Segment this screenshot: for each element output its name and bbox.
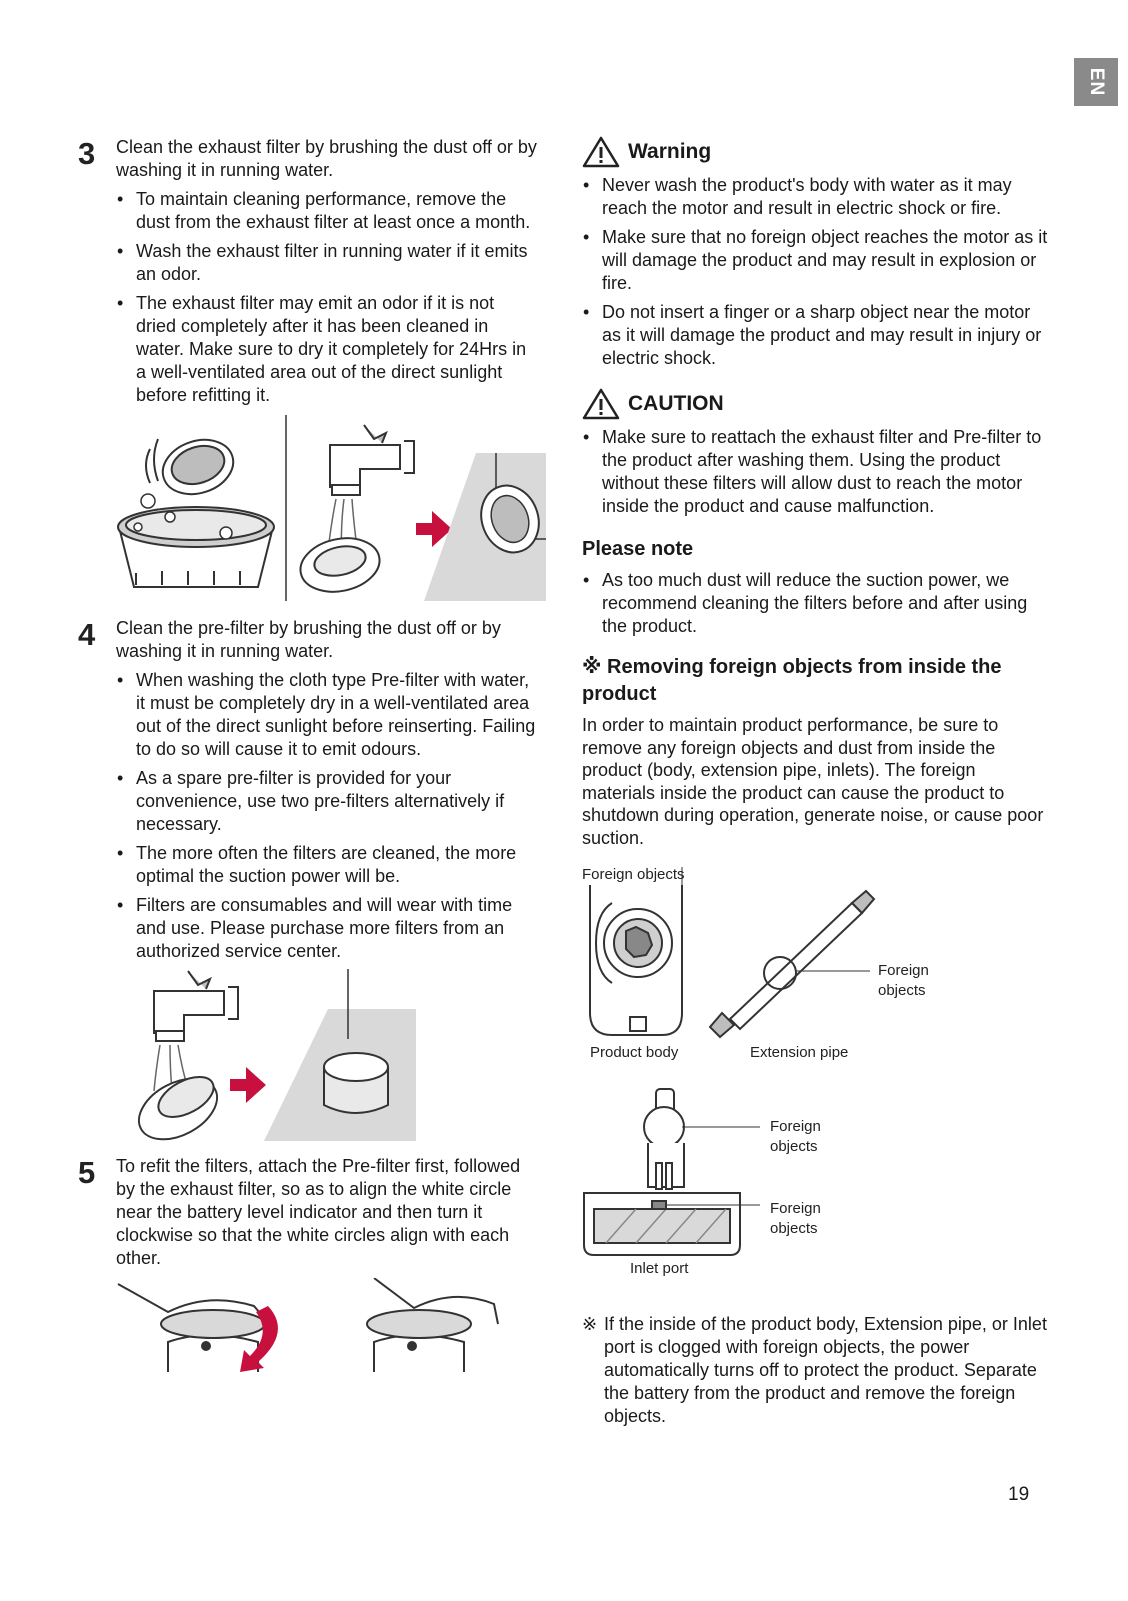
step-number: 5 [78,1155,96,1190]
label-foreign-inlet-line2: objects [770,1138,818,1155]
foreign-objects-diagram [582,863,1052,1293]
footnote-text: If the inside of the product body, Extension pipe, or Inlet port is clogged with foreign objects, the power automatically turns off to protect the product. Separate the battery from the product and remove the foreign objects. [604,1314,1047,1426]
inlet-port-icon [584,1089,740,1255]
exhaust-filter-icon [146,431,240,503]
step-text: Clean the pre-filter by brushing the dust off or by washing it in running water. [116,618,501,661]
hand-holding-filter-icon [367,1278,498,1372]
please-note-list [582,569,1052,638]
step-3 [78,136,538,407]
removing-foreign-objects-title: ※ Removing foreign objects from inside the product [582,656,1002,705]
step-number: 4 [78,617,96,652]
step-text: To refit the filters, attach the Pre-filter first, followed by the exhaust filter, so as to align the white circle near the battery level indicator and then turn it clockwise so that the white circles align with each other. [116,1156,521,1268]
pre-filter-washing-illustration [78,969,548,1145]
step-bullets [116,669,538,963]
label-foreign-pipe-line2: objects [878,982,926,999]
page-number: 19 [1008,1484,1030,1505]
bullet-item: • When washing the cloth type Pre-filter with water, it must be completely dry in a well-ventilated area out of the direct sunlight before reinserting. Failing to do so will cause it to emit odours. [136,669,538,761]
caution-item: • Make sure to reattach the exhaust filter and Pre-filter to the product after washing them. Using the product without these filters will allow dust to reach the motor inside the product and cause malfunction. [602,426,1052,518]
step-bullets [116,188,538,407]
left-column [78,136,538,1378]
exhaust-filter-cleaning-illustration [78,415,548,605]
step-number: 3 [78,136,96,171]
warning-heading [582,136,1052,168]
label-extension-pipe: Extension pipe [750,1044,849,1061]
please-note-item: • As too much dust will reduce the suction power, we recommend cleaning the filters before and after using the product. [602,569,1052,638]
language-tab-label: EN [1086,67,1107,97]
label-foreign-nozzle-line2: objects [770,1220,818,1237]
warning-item: • Make sure that no foreign object reaches the motor as it will damage the product and may result in explosion or fire. [602,226,1052,295]
pre-filter-installed-panel [264,969,416,1141]
label-foreign-nozzle-line1: Foreign [770,1200,821,1217]
footnote [582,1313,1052,1428]
caution-triangle-icon [582,388,620,420]
faucet-icon [154,971,238,1041]
step-5 [78,1155,538,1270]
warning-item: • Never wash the product's body with water as it may reach the motor and result in electric shock or fire. [602,174,1052,220]
footnote-mark: ※ [582,1314,598,1334]
bullet-item: • Filters are consumables and will wear with time and use. Please purchase more filters from an authorized service center. [136,894,538,963]
bullet-item: • The more often the filters are cleaned, the more optimal the suction power will be. [136,842,538,888]
pre-filter-icon [129,1066,228,1145]
warning-triangle-icon [582,136,620,168]
please-note-title: Please note [582,538,694,560]
caution-heading [582,388,1052,420]
label-foreign-objects-top: Foreign objects [582,866,685,883]
filter-ring-icon [295,531,384,598]
refit-filters-illustration [78,1278,548,1378]
removing-foreign-objects-text: In order to maintain product performance, be sure to remove any foreign objects and dust from inside the product (body, extension pipe, inlets). The foreign materials inside the product can cause the product to shutdown during operation, generate noise, or cause poor suction. [582,715,1044,848]
label-product-body: Product body [590,1044,679,1061]
label-inlet-port: Inlet port [630,1260,689,1277]
product-body-icon [590,885,682,1035]
arrow-right-icon [230,1067,266,1103]
faucet-icon [330,425,414,495]
right-column [582,136,1052,1428]
trash-bin-icon [118,507,274,587]
bullet-item: • As a spare pre-filter is provided for your convenience, use two pre-filters alternatively if necessary. [136,767,538,836]
step-text: Clean the exhaust filter by brushing the dust off or by washing it in running water. [116,137,537,180]
warning-list [582,174,1052,370]
warning-title: Warning [628,140,712,163]
warning-item: • Do not insert a finger or a sharp object near the motor as it will damage the product and may result in injury or electric shock. [602,301,1052,370]
bullet-item: • The exhaust filter may emit an odor if it is not dried completely after it has been cleaned in water. Make sure to dry it completely for 24Hrs in a well-ventilated area out of the direct sunlight before refitting it. [136,292,538,407]
caution-title: CAUTION [628,392,724,415]
bullet-item: • To maintain cleaning performance, remove the dust from the exhaust filter at least once a month. [136,188,538,234]
language-tab [1074,58,1118,106]
label-foreign-inlet-line1: Foreign [770,1118,821,1135]
label-foreign-pipe-line1: Foreign [878,962,929,979]
step-4 [78,617,538,963]
bullet-item: • Wash the exhaust filter in running water if it emits an odor. [136,240,538,286]
extension-pipe-icon [710,891,874,1037]
caution-list [582,426,1052,518]
